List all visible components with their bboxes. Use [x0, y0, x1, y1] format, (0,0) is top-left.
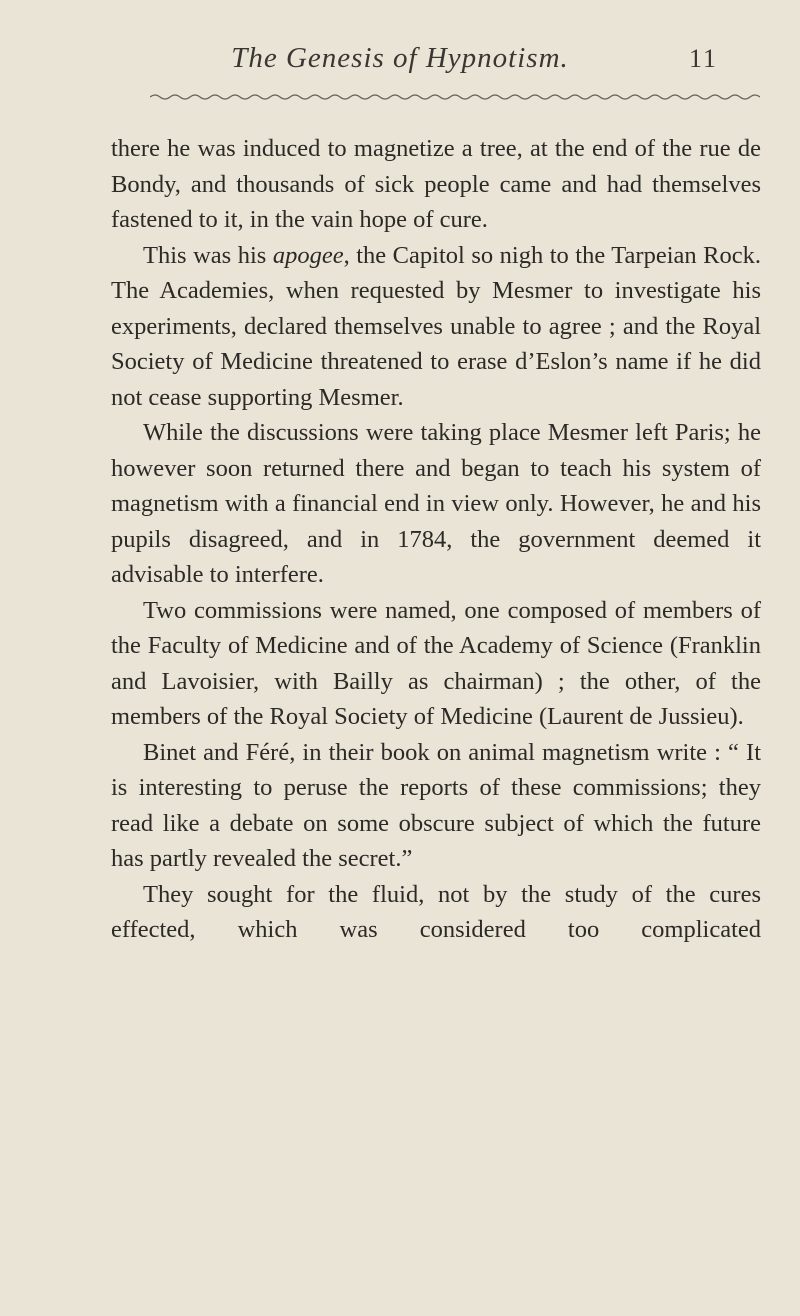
paragraph-text: there he was induced to magnetize a tree, at the end of the rue de Bondy, and thousands of sick people came and had themselves fastened to it, in the vain hope of cure.	[111, 135, 761, 233]
paragraph-3	[111, 415, 761, 593]
paragraph-text: While the discussions were taking place Mesmer left Paris; he however soon returned there and began to teach his system of magnetism with a financial end in view only. However, he and his pupils disagreed, and in 1784, the government deemed it advisable to interfere.	[111, 419, 761, 588]
paragraph-2	[111, 238, 761, 416]
paragraph-text: , the Capitol so nigh to the Tarpeian Rock. The Academies, when requested by Mesmer to investigate his experiments, declared themselves unable to agree ; and the Royal Society of Medicine threatened to erase d’Eslon’s name if he did not cease supporting Mesmer.	[111, 241, 762, 411]
paragraph-6	[111, 877, 761, 948]
header-ornamental-rule	[150, 92, 760, 102]
body-text	[111, 131, 761, 948]
paragraph-text: Binet and Féré, in their book on animal magnetism write : “ It is interesting to peruse the reports of these commissions; they read like a debate on some obscure subject of which the future has partly revealed the secret.”	[111, 738, 761, 872]
paragraph-text: Two commissions were named, one composed of members of the Faculty of Medicine and of the Academy of Science (Franklin and Lavoisier, with Bailly as chairman) ; the other, of the members of the Royal Society of Medicine (Laurent de Jussieu).	[111, 596, 761, 730]
paragraph-4	[111, 593, 761, 735]
italic-term: apogee	[272, 241, 344, 269]
page-number: 11	[688, 44, 718, 73]
running-head	[0, 42, 800, 82]
paragraph-text: They sought for the fluid, not by the study of the cures effected, which was considered too complicated	[111, 880, 761, 943]
running-title: The Genesis of Hypnotism.	[231, 42, 569, 74]
paragraph-text: This was his	[143, 241, 273, 269]
paragraph-5	[111, 735, 761, 877]
paragraph-1	[111, 131, 761, 238]
